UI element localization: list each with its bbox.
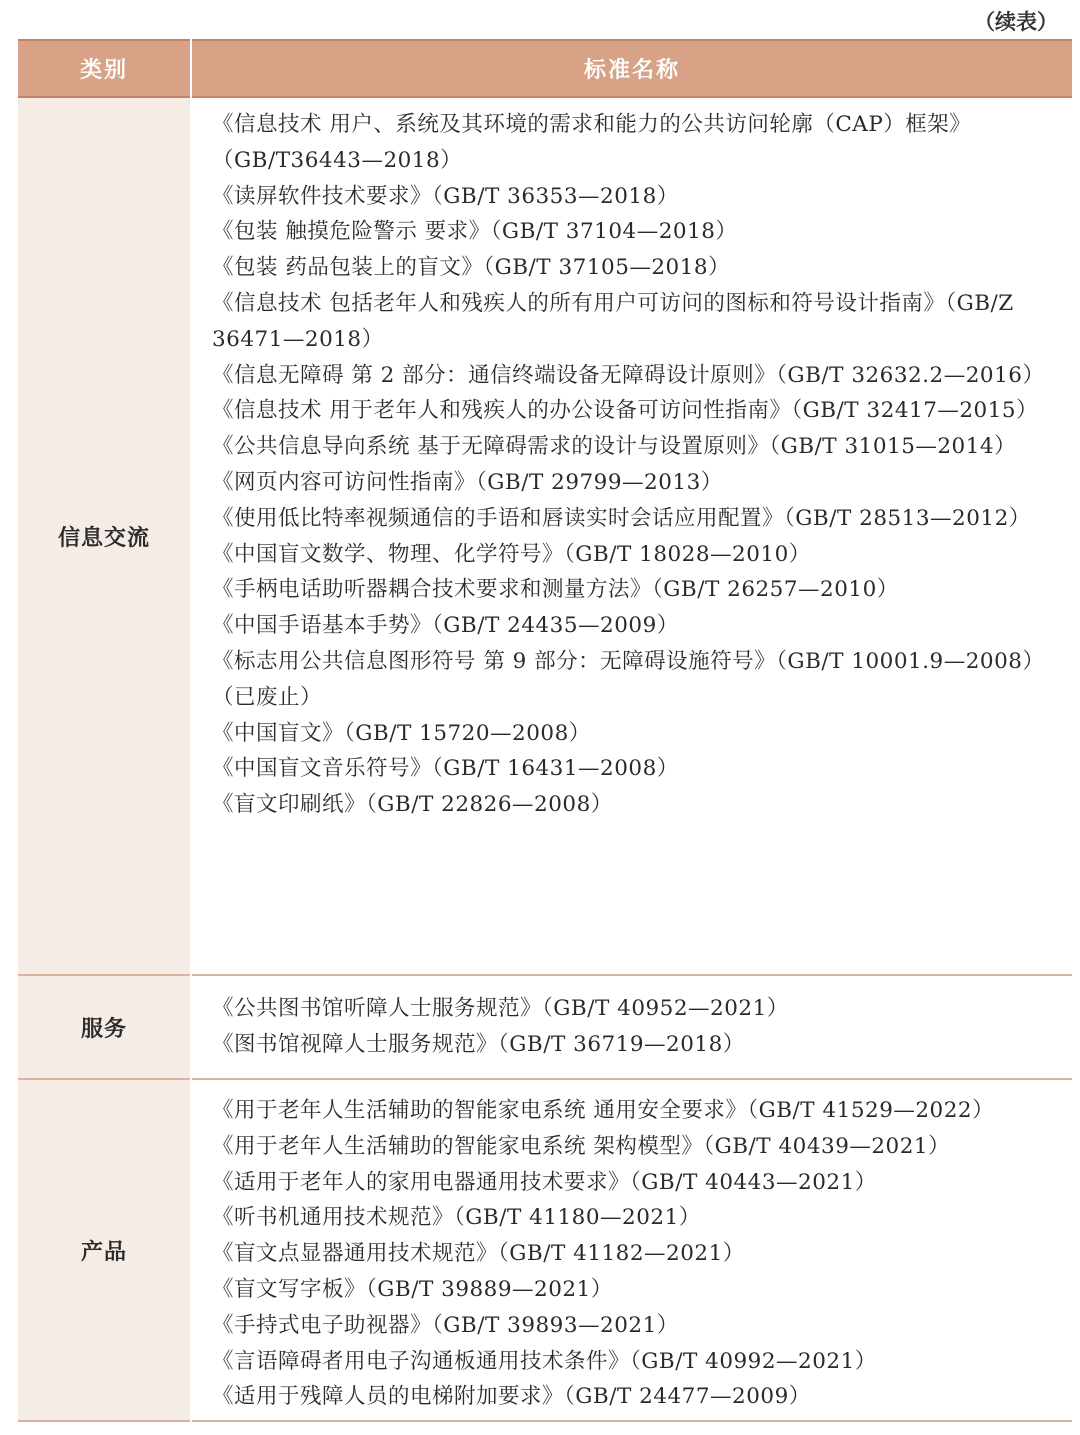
standard-item: 《言语障碍者用电子沟通板通用技术条件》（GB/T 40992—2021） bbox=[212, 1348, 877, 1374]
standards-cell bbox=[191, 975, 1072, 1079]
standard-item: 《听书机通用技术规范》（GB/T 41180—2021） bbox=[212, 1205, 701, 1231]
standards-list bbox=[212, 991, 1072, 1063]
category-cell: 信息交流 bbox=[18, 97, 191, 975]
standard-item: 《使用低比特率视频通信的手语和唇读实时会话应用配置》（GB/T 28513—2012） bbox=[212, 505, 1031, 531]
standard-item: 《盲文写字板》（GB/T 39889—2021） bbox=[212, 1276, 613, 1302]
standards-cell bbox=[191, 97, 1072, 975]
table-row bbox=[18, 975, 1072, 1079]
table-row bbox=[18, 97, 1072, 975]
standards-list bbox=[212, 1093, 1072, 1415]
standard-item: 《适用于残障人员的电梯附加要求》（GB/T 24477—2009） bbox=[212, 1384, 811, 1410]
continued-label: （续表） bbox=[974, 10, 1058, 34]
standard-item: 《网页内容可访问性指南》（GB/T 29799—2013） bbox=[212, 469, 723, 495]
standard-item: 《中国盲文数学、物理、化学符号》（GB/T 18028—2010） bbox=[212, 541, 811, 567]
standard-item: 《信息技术 用户、系统及其环境的需求和能力的公共访问轮廓（CAP）框架》（GB/T36443—2018） bbox=[212, 112, 972, 173]
standard-item: 《盲文印刷纸》（GB/T 22826—2008） bbox=[212, 792, 613, 818]
standard-item: 《中国手语基本手势》（GB/T 24435—2009） bbox=[212, 613, 679, 639]
standards-cell bbox=[191, 1079, 1072, 1421]
category-cell: 服务 bbox=[18, 975, 191, 1079]
table-row bbox=[18, 1079, 1072, 1421]
table-header bbox=[18, 40, 1072, 97]
standard-item: 《中国盲文音乐符号》（GB/T 16431—2008） bbox=[212, 756, 679, 782]
standard-item: 《用于老年人生活辅助的智能家电系统 架构模型》（GB/T 40439—2021） bbox=[212, 1133, 951, 1159]
standard-item: 《用于老年人生活辅助的智能家电系统 通用安全要求》（GB/T 41529—2022） bbox=[212, 1098, 995, 1123]
standard-item: 《信息技术 包括老年人和残疾人的所有用户可访问的图标和符号设计指南》（GB/Z 36471—2018） bbox=[212, 290, 1014, 352]
standards-list bbox=[212, 107, 1072, 823]
standard-item: 《适用于老年人的家用电器通用技术要求》（GB/T 40443—2021） bbox=[212, 1169, 877, 1195]
standard-item: 《包装 药品包装上的盲文》（GB/T 37105—2018） bbox=[212, 255, 731, 281]
standard-item: 《中国盲文》（GB/T 15720—2008） bbox=[212, 720, 591, 746]
standard-item: 《手持式电子助视器》（GB/T 39893—2021） bbox=[212, 1312, 679, 1338]
standard-item: 《信息技术 用于老年人和残疾人的办公设备可访问性指南》（GB/T 32417—2015） bbox=[212, 398, 1039, 424]
standard-item: 《信息无障碍 第 2 部分：通信终端设备无障碍设计原则》（GB/T 32632.2—2016） bbox=[212, 362, 1045, 388]
standard-item: 《标志用公共信息图形符号 第 9 部分：无障碍设施符号》（GB/T 10001.9—2008）（已废止） bbox=[212, 648, 1045, 710]
standard-item: 《公共信息导向系统 基于无障碍需求的设计与设置原则》（GB/T 31015—2014） bbox=[212, 434, 1017, 460]
column-header-standard-name: 标准名称 bbox=[583, 58, 680, 83]
standards-table bbox=[18, 39, 1072, 1422]
column-header-category: 类别 bbox=[18, 40, 191, 97]
standard-item: 《公共图书馆听障人士服务规范》（GB/T 40952—2021） bbox=[212, 996, 789, 1021]
standard-item: 《图书馆视障人士服务规范》（GB/T 36719—2018） bbox=[212, 1031, 745, 1057]
standard-item: 《手柄电话助听器耦合技术要求和测量方法》（GB/T 26257—2010） bbox=[212, 577, 899, 603]
standard-item: 《包装 触摸危险警示 要求》（GB/T 37104—2018） bbox=[212, 219, 738, 245]
standard-item: 《盲文点显器通用技术规范》（GB/T 41182—2021） bbox=[212, 1241, 745, 1267]
standard-item: 《读屏软件技术要求》（GB/T 36353—2018） bbox=[212, 183, 679, 209]
category-cell: 产品 bbox=[18, 1079, 191, 1421]
